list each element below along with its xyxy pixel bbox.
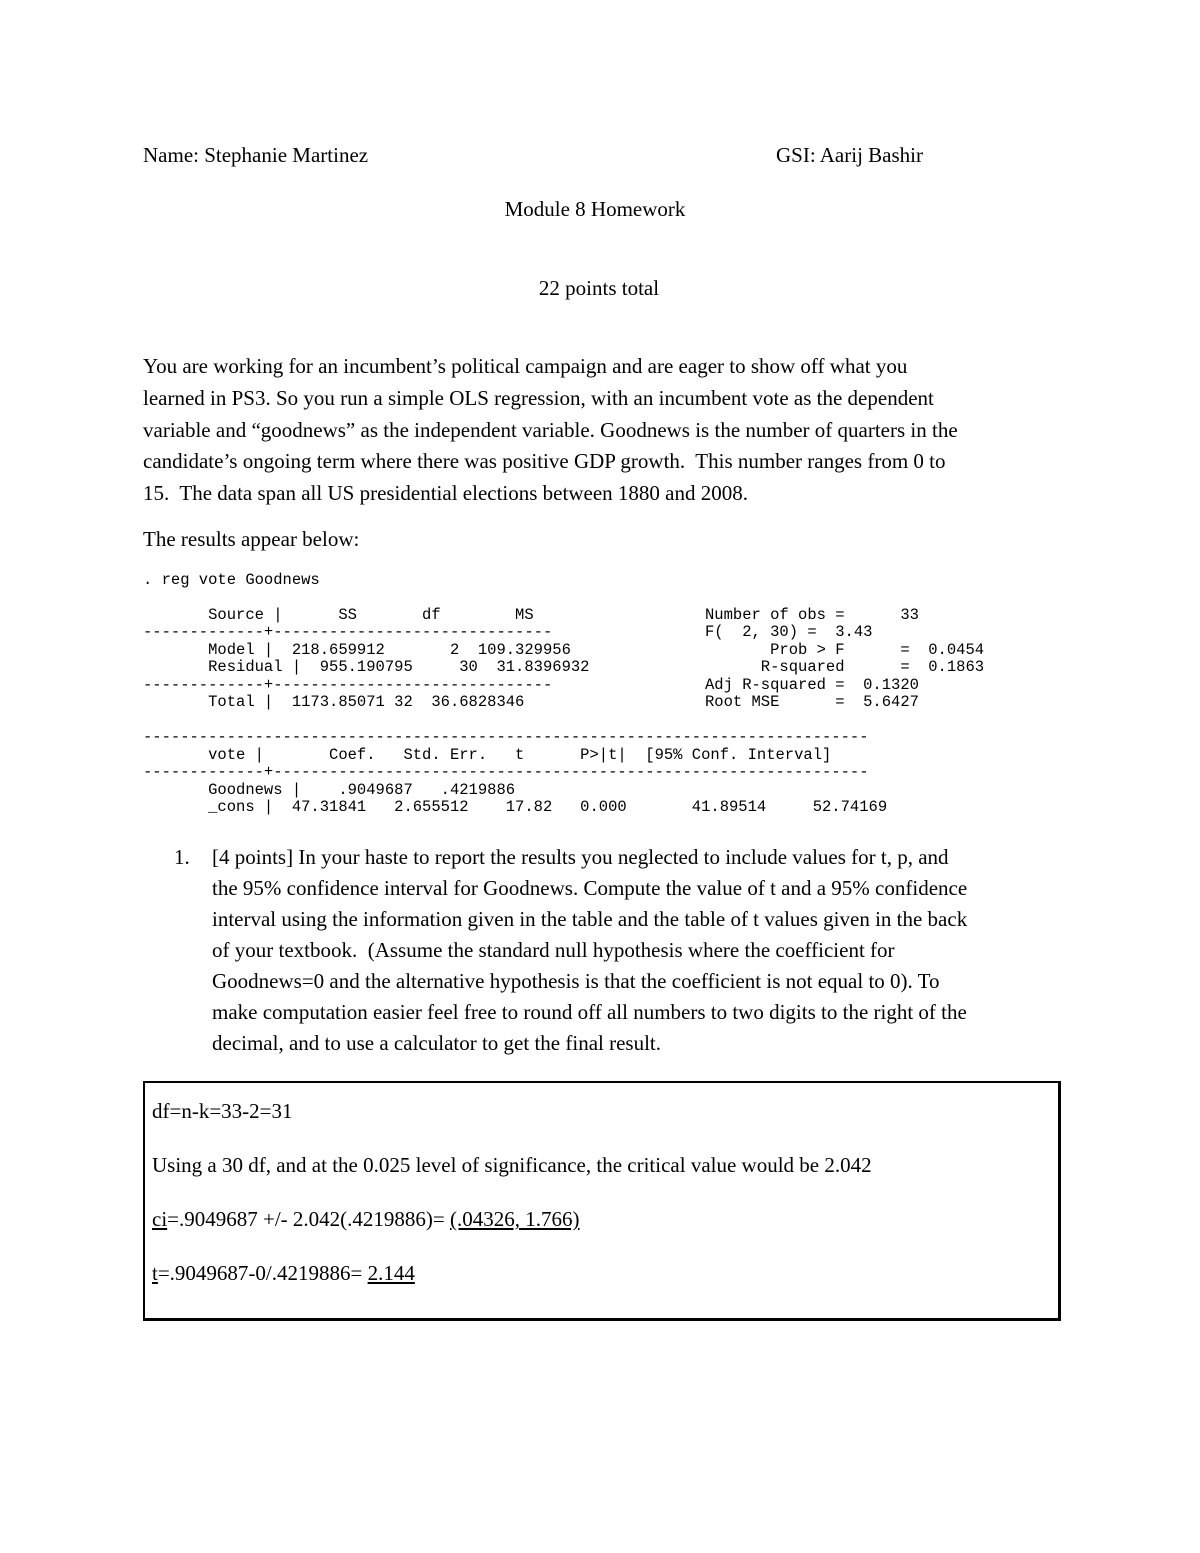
question-line: of your textbook. (Assume the standard null hypothesis where the coefficient for xyxy=(212,938,895,962)
question-line: Goodnews=0 and the alternative hypothesis is that the coefficient is not equal to 0). To xyxy=(212,969,940,993)
question-line: the 95% confidence interval for Goodnews. Compute the value of t and a 95% confidence xyxy=(212,876,968,900)
student-name: Name: Stephanie Martinez xyxy=(143,143,369,167)
stat-r-squared: R-squared = 0.1863 xyxy=(705,658,985,676)
answer-df: df=n-k=33-2=31 xyxy=(152,1099,293,1123)
coef-rule: -------------+---------------------------------------------------------------- xyxy=(143,763,869,781)
stat-root-mse: Root MSE = 5.6427 xyxy=(705,693,919,711)
ci-expression: =.9049687 +/- 2.042(.4219886)= xyxy=(167,1207,450,1231)
coef-top-rule: ------------------------------------------------------------------------------ xyxy=(143,728,869,746)
anova-rule: -------------+------------------------------ xyxy=(143,623,553,641)
intro-line: variable and “goodnews” as the independent variable. Goodnews is the number of quarters in the xyxy=(143,418,958,442)
question-line: decimal, and to use a calculator to get the final result. xyxy=(212,1031,661,1055)
t-result: 2.144 xyxy=(367,1261,415,1285)
coef-cons-row: _cons | 47.31841 2.655512 17.82 0.000 41.89514 52.74169 xyxy=(143,798,888,816)
anova-header: Source | SS df MS xyxy=(143,606,534,624)
question-number: 1. xyxy=(174,845,190,869)
question-line: interval using the information given in the table and the table of t values given in the back xyxy=(212,907,968,931)
intro-line: You are working for an incumbent’s political campaign and are eager to show off what you xyxy=(143,354,908,378)
question-line: [4 points] In your haste to report the results you neglected to include values for t, p, and xyxy=(212,845,949,869)
stat-nobs: Number of obs = 33 xyxy=(705,606,919,624)
intro-line: 15. The data span all US presidential elections between 1880 and 2008. xyxy=(143,481,748,505)
coef-goodnews-row: Goodnews | .9049687 .4219886 xyxy=(143,781,516,799)
stat-adj-r-squared: Adj R-squared = 0.1320 xyxy=(705,676,919,694)
intro-line: candidate’s ongoing term where there was positive GDP growth. This number ranges from 0 to xyxy=(143,449,946,473)
t-label: t xyxy=(152,1261,158,1285)
answer-box xyxy=(143,1081,1061,1321)
intro-line: learned in PS3. So you run a simple OLS regression, with an incumbent vote as the dependent xyxy=(143,386,934,410)
stat-prob-f: Prob > F = 0.0454 xyxy=(705,641,985,659)
ci-result: (.04326, 1.766) xyxy=(450,1207,580,1231)
coef-header: vote | Coef. Std. Err. t P>|t| [95% Conf. Interval] xyxy=(143,746,832,764)
gsi-name: GSI: Aarij Bashir xyxy=(776,143,923,167)
answer-ci xyxy=(152,1207,580,1232)
anova-rule: -------------+------------------------------ xyxy=(143,676,553,694)
anova-total-row: Total | 1173.85071 32 36.6828346 xyxy=(143,693,525,711)
question-line: make computation easier feel free to round off all numbers to two digits to the right of the xyxy=(212,1000,967,1024)
anova-model-row: Model | 218.659912 2 109.329956 xyxy=(143,641,571,659)
anova-residual-row: Residual | 955.190795 30 31.8396932 xyxy=(143,658,590,676)
t-expression: =.9049687-0/.4219886= xyxy=(157,1261,368,1285)
points-total: 22 points total xyxy=(538,276,660,300)
answer-t xyxy=(152,1261,415,1286)
stat-f: F( 2, 30) = 3.43 xyxy=(705,623,873,641)
ci-label: ci xyxy=(152,1207,168,1231)
stata-command: . reg vote Goodnews xyxy=(143,571,320,589)
results-label: The results appear below: xyxy=(143,527,360,551)
document-title: Module 8 Homework xyxy=(504,197,686,221)
answer-critical-value: Using a 30 df, and at the 0.025 level of significance, the critical value would be 2.042 xyxy=(152,1153,872,1177)
